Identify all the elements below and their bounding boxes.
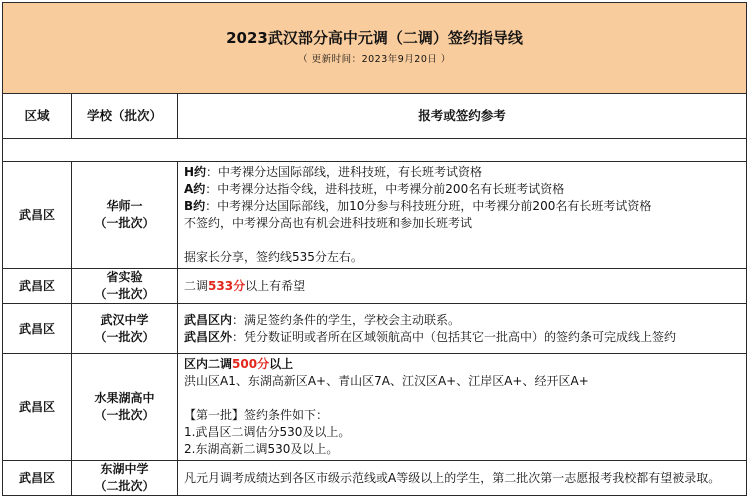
reference-line: 区内二调500分以上 (184, 357, 294, 371)
school-name: 东湖中学 (100, 462, 149, 476)
reference-cell[interactable] (178, 304, 747, 354)
school-cell[interactable] (72, 354, 178, 461)
reference-line: 二调533分以上有希望 (184, 278, 306, 293)
table-row (3, 269, 747, 304)
reference-line: H约：中考裸分达国际部线，进科技班，有长班考试资格 (184, 165, 483, 179)
title-cell[interactable] (3, 3, 747, 94)
school-cell[interactable] (72, 269, 178, 304)
school-cell[interactable] (72, 304, 178, 354)
spreadsheet (2, 2, 746, 493)
guide-table (2, 2, 747, 496)
school-batch: （一批次） (94, 329, 155, 344)
school-batch: （一批次） (94, 408, 155, 422)
highlight-score: 533分 (208, 278, 246, 293)
school-name: 武汉中学 (100, 312, 149, 327)
reference-line: A约：中考裸分达指令线，进科技班，中考裸分前200名有长班考试资格 (184, 182, 565, 196)
blank-row (3, 139, 747, 162)
school-name: 省实验 (106, 270, 143, 284)
blank-cell[interactable] (3, 139, 747, 162)
district-cell[interactable]: 武昌区 (3, 461, 72, 496)
table-row (3, 162, 747, 269)
reference-line (184, 232, 740, 249)
reference-line: 2.东湖高新二调530及以上。 (184, 442, 339, 456)
reference-line (184, 390, 740, 407)
reference-line: 1.武昌区二调估分530及以上。 (184, 425, 351, 439)
title-row (3, 3, 747, 94)
table-row (3, 354, 747, 461)
header-district[interactable]: 区域 (3, 94, 72, 139)
header-reference[interactable]: 报考或签约参考 (178, 94, 747, 139)
reference-line: 凡元月调考成绩达到各区市级示范线或A等级以上的学生，第二批次第一志愿报考我校都有望被录取。 (184, 470, 721, 485)
update-time: （ 更新时间：2023年9月20日 ） (298, 54, 451, 65)
school-batch: （二批次） (94, 479, 155, 493)
reference-line: 武昌区内：满足签约条件的学生，学校会主动联系。 (184, 312, 461, 327)
school-cell[interactable] (72, 461, 178, 496)
table-row (3, 461, 747, 496)
school-name: 华师一 (106, 199, 143, 213)
reference-line: B约：中考裸分达国际部线，加10分参与科技班分班，中考裸分前200名有长班考试资格 (184, 199, 652, 213)
highlight-score: 500分 (232, 357, 270, 371)
table-row (3, 304, 747, 354)
reference-line: 不签约，中考裸分高也有机会进科技班和参加长班考试 (184, 216, 473, 230)
school-name: 水果湖高中 (94, 391, 155, 405)
reference-line: 武昌区外：凭分数证明或者所在区域领航高中（包括其它一批高中）的签约条可完成线上签约 (184, 329, 677, 344)
reference-cell[interactable] (178, 269, 747, 304)
reference-line: 据家长分享，签约线535分左右。 (184, 250, 363, 264)
school-cell[interactable] (72, 162, 178, 269)
school-batch: （一批次） (94, 287, 155, 301)
reference-cell[interactable] (178, 461, 747, 496)
school-batch: （一批次） (94, 216, 155, 230)
page-title: 2023武汉部分高中元调（二调）签约指导线 (226, 29, 523, 47)
reference-cell[interactable] (178, 354, 747, 461)
reference-cell[interactable] (178, 162, 747, 269)
reference-line: 洪山区A1、东湖高新区A+、青山区7A、江汉区A+、江岸区A+、经开区A+ (184, 374, 589, 388)
district-cell[interactable]: 武昌区 (3, 304, 72, 354)
district-cell[interactable]: 武昌区 (3, 354, 72, 461)
district-cell[interactable]: 武昌区 (3, 269, 72, 304)
district-cell[interactable]: 武昌区 (3, 162, 72, 269)
header-school[interactable]: 学校（批次） (72, 94, 178, 139)
column-header-row (3, 94, 747, 139)
reference-line: 【第一批】签约条件如下： (184, 408, 329, 422)
